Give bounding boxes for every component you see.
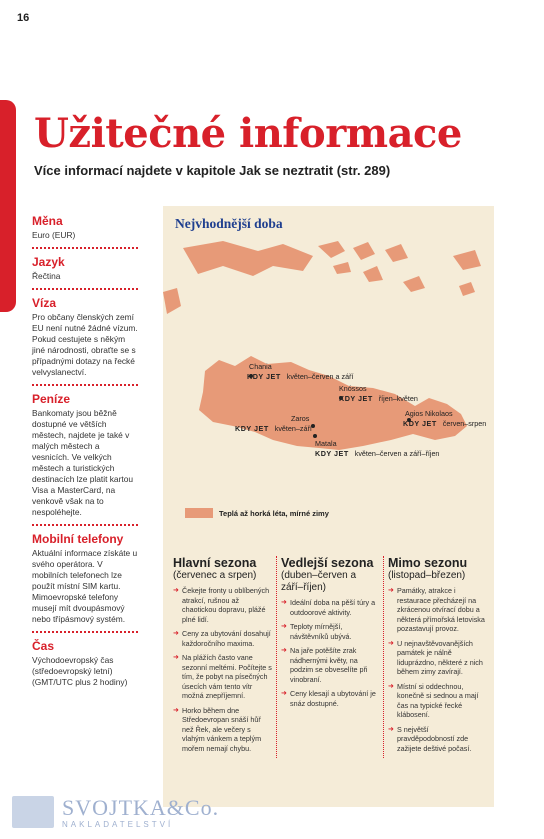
season-bullet: ➜ U nejnavštěvovanějších památek je nálně liduprázdno, některé z nich během zimy zavírají. xyxy=(388,639,486,677)
season-bullet: ➜ Ceny klesají a ubytování je snáz dostupné. xyxy=(281,689,379,708)
page-title: Užitečné informace xyxy=(34,110,462,157)
place-period: červen–srpen xyxy=(442,419,487,428)
sidebar-heading: Víza xyxy=(32,296,57,310)
map-title: Nejvhodnější doba xyxy=(175,216,283,231)
map-island xyxy=(318,241,345,258)
map-label-matala-when xyxy=(315,449,439,458)
season-bullet: ➜ Na jaře potěšíte zrak nádhernými květy, na podzim se obveselíte při vinobraní. xyxy=(281,646,379,684)
season-heading: Hlavní sezona xyxy=(173,556,257,570)
season-column-low xyxy=(383,556,490,758)
map-label-chania xyxy=(249,362,272,371)
map-island xyxy=(183,241,313,276)
sidebar-heading: Čas xyxy=(32,639,55,653)
best-time-panel xyxy=(163,206,494,807)
when-label: KDY JET xyxy=(247,372,281,381)
map-island xyxy=(333,262,351,274)
crete-map xyxy=(163,236,494,536)
season-heading: Mimo sezonu xyxy=(388,556,468,570)
season-bullet: ➜ Horko během dne Středoevropan snáší hůř než Řek, ale večery s vlahým vánkem a teplým mořem nemají chybu. xyxy=(173,706,272,754)
season-bullet: ➜ Ceny za ubytování dosahují každoročního maxima. xyxy=(173,629,272,648)
when-label: KDY JET xyxy=(235,424,269,433)
sidebar-text: Řečtina xyxy=(32,271,61,281)
season-bullet: ➜ Památky, atrakce i restaurace přecházejí na zkrácenou otvírací dobu a některá přímořská letoviska pozastavují provoz. xyxy=(388,586,486,634)
sidebar-section-phones xyxy=(32,532,138,633)
season-column-shoulder xyxy=(276,556,383,758)
map-island xyxy=(353,242,375,260)
sidebar-section-time xyxy=(32,639,138,694)
map-island xyxy=(459,282,475,296)
legend-text: Teplá až horká léta, mírné zimy xyxy=(219,508,329,518)
sidebar-section-currency xyxy=(32,214,138,249)
sidebar-section-money xyxy=(32,392,138,526)
place-name: Zaros xyxy=(291,414,310,423)
sidebar-heading: Peníze xyxy=(32,392,71,406)
crete-map-svg xyxy=(163,236,494,536)
season-bullet: ➜ Místní si oddechnou, konečně si sednou a mají čas na typické řecké klábosení. xyxy=(388,682,486,720)
page-subtitle: Více informací najdete v kapitole Jak se neztratit (str. 289) xyxy=(34,163,391,178)
publisher-name: SVOJTKA&Co. xyxy=(62,795,220,820)
map-label-knossos-when xyxy=(339,394,418,403)
when-label: KDY JET xyxy=(339,394,373,403)
place-name: Agios Nikolaos xyxy=(405,409,453,418)
place-period: květen–září xyxy=(274,424,312,433)
season-period: (listopad–březen) xyxy=(388,570,466,581)
info-sidebar xyxy=(32,214,138,700)
place-period: říjen–květen xyxy=(378,394,418,403)
town-marker-matala xyxy=(313,434,317,438)
map-label-zaros-when xyxy=(235,424,312,433)
map-island xyxy=(163,288,181,314)
season-bullet: ➜ Čekejte fronty u oblíbených atrakcí, rušnou až chaotickou dopravu, plážé plné lidí. xyxy=(173,586,272,624)
when-label: KDY JET xyxy=(315,449,349,458)
map-island xyxy=(403,276,425,292)
season-columns xyxy=(169,556,491,758)
sidebar-text: Aktuální informace získáte u svého operátora. V mobilních telefonech lze použít místní SIM kartu. Mimoevropské telefony musejí mít dvoupásmový nebo třípásmový systém. xyxy=(32,548,138,624)
place-period: květen–červen a září–říjen xyxy=(354,449,440,458)
season-bullet: ➜ Na plážích často vane sezonní meltémi. Počítejte s tím, že pobyt na písečných úsecích vám tento vítr možná znepříjemní. xyxy=(173,653,272,701)
season-period: (červenec a srpen) xyxy=(173,570,257,581)
sidebar-heading: Jazyk xyxy=(32,255,65,269)
map-label-knossos xyxy=(339,384,367,393)
map-label-chania-when xyxy=(247,372,353,381)
sidebar-section-language xyxy=(32,255,138,290)
place-name: Matala xyxy=(315,439,337,448)
sidebar-section-visa xyxy=(32,296,138,386)
map-legend xyxy=(185,508,329,518)
page-number: 16 xyxy=(17,12,30,24)
sidebar-text: Bankomaty jsou běžně dostupné ve větších městech, najdete je také v malých městech a vesnicích. Ve velkých městech a turistických destinacích lze platit kartou Visa a MasterCard, na venkově však na to nespoléhejte. xyxy=(32,408,134,517)
season-heading: Vedlejší sezona xyxy=(281,556,374,570)
map-label-agios-nikolaos xyxy=(405,409,453,418)
crete-island xyxy=(199,356,467,450)
sidebar-text: Východoevropský čas (středoevropský letní) (GMT/UTC plus 2 hodiny) xyxy=(32,655,128,687)
map-island xyxy=(453,250,481,270)
sidebar-text: Pro občany členských zemí EU není nutné žádné vízum. Pokud cestujete s někým jiné národnosti, obraťte se s případnými dotazy na řecké velvyslanectví. xyxy=(32,312,138,377)
place-period: květen–červen a září xyxy=(286,372,354,381)
legend-swatch xyxy=(185,508,213,518)
sidebar-heading: Mobilní telefony xyxy=(32,532,124,546)
publisher-subtitle: NAKLADATELSTVÍ xyxy=(62,820,174,829)
map-island xyxy=(363,266,383,282)
season-column-high xyxy=(169,556,276,758)
red-edge-tab xyxy=(0,100,16,312)
season-bullet: ➜ Teploty mírnější, návštěvníků ubývá. xyxy=(281,622,379,641)
publisher-logo-icon xyxy=(12,796,54,828)
place-name: Chania xyxy=(249,362,272,371)
season-bullet: ➜ Ideální doba na pěší túry a outdoorové aktivity. xyxy=(281,598,379,617)
publisher-logo xyxy=(12,796,219,830)
map-label-agios-nikolaos-when xyxy=(403,419,486,428)
map-label-matala xyxy=(315,439,337,448)
season-period: (duben–červen a září–říjen) xyxy=(281,570,357,593)
sidebar-text: Euro (EUR) xyxy=(32,230,76,240)
place-name: Knóssos xyxy=(339,384,367,393)
season-bullet: ➜ S největší pravděpodobností zde zažijete deštivé počasí. xyxy=(388,725,486,754)
sidebar-heading: Měna xyxy=(32,214,63,228)
map-label-zaros xyxy=(291,414,309,423)
when-label: KDY JET xyxy=(403,419,437,428)
map-island xyxy=(385,244,408,262)
